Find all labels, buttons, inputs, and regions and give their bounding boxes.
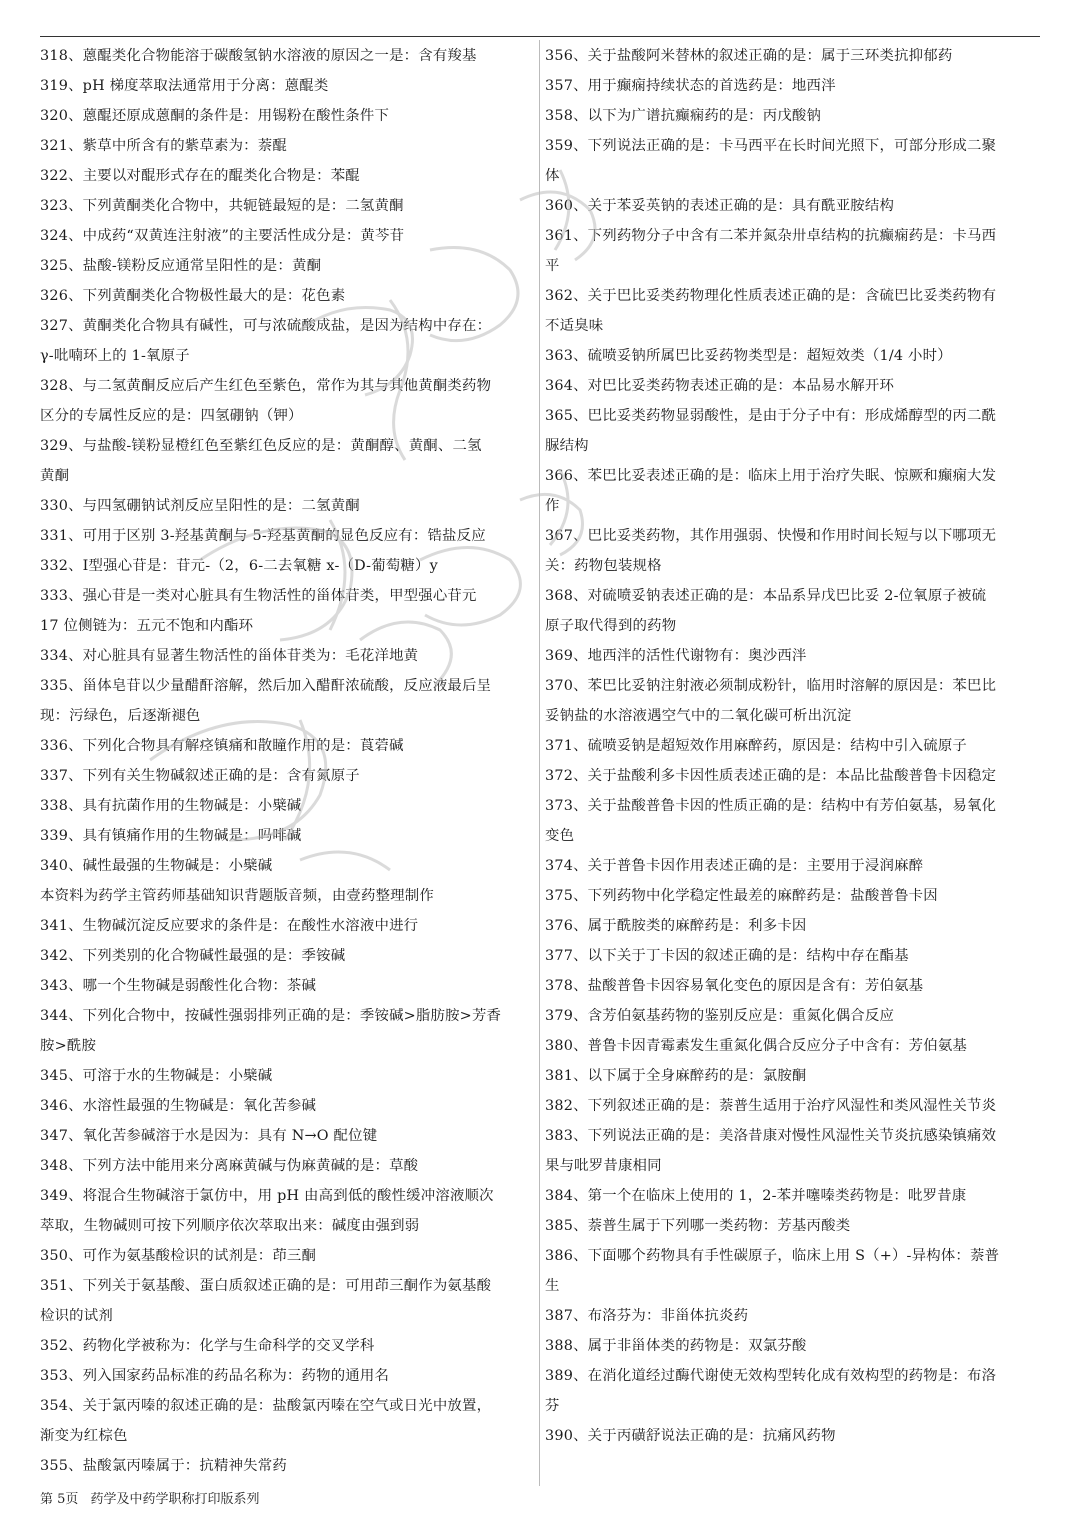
- left-column-line: 338、具有抗菌作用的生物碱是：小檗碱: [40, 798, 302, 814]
- right-column-line: 356、关于盐酸阿米替林的叙述正确的是：属于三环类抗抑郁药: [545, 48, 953, 64]
- right-column-line: 381、以下属于全身麻醉药的是：氯胺酮: [545, 1068, 807, 1084]
- left-column-line: 328、与二氢黄酮反应后产生红色至紫色，常作为其与其他黄酮类药物: [40, 378, 492, 394]
- right-column-line: 376、属于酰胺类的麻醉药是：利多卡因: [545, 918, 807, 934]
- right-column-line: 383、下列说法正确的是：美洛昔康对慢性风湿性关节炎抗感染镇痛效: [545, 1128, 997, 1144]
- right-column-line: 369、地西泮的活性代谢物有：奥沙西泮: [545, 648, 807, 664]
- left-column-line: 343、哪一个生物碱是弱酸性化合物：茶碱: [40, 978, 317, 994]
- right-column-line: 387、布洛芬为：非甾体抗炎药: [545, 1308, 749, 1324]
- left-column-line: 340、碱性最强的生物碱是：小檗碱: [40, 858, 273, 874]
- right-column-line: 385、萘普生属于下列哪一类药物：芳基丙酸类: [545, 1218, 851, 1234]
- right-column-line: 关：药物包装规格: [545, 558, 662, 574]
- left-column-line: 326、下列黄酮类化合物极性最大的是：花色素: [40, 288, 346, 304]
- right-column-line: 原子取代得到的药物: [545, 618, 677, 634]
- left-column-line: 351、下列关于氨基酸、蛋白质叙述正确的是：可用茚三酮作为氨基酸: [40, 1278, 492, 1294]
- right-column-line: 365、巴比妥类药物显弱酸性，是由于分子中有：形成烯醇型的丙二酰: [545, 408, 997, 424]
- left-column-line: 337、下列有关生物碱叙述正确的是：含有氮原子: [40, 768, 360, 784]
- left-column-line: 345、可溶于水的生物碱是：小檗碱: [40, 1068, 273, 1084]
- right-column-line: 变色: [545, 828, 575, 844]
- right-column-line: 386、下面哪个药物具有手性碳原子，临床上用 S（+）-异构体：萘普: [545, 1248, 1000, 1264]
- left-column-line: 354、关于氯丙嗪的叙述正确的是：盐酸氯丙嗪在空气或日光中放置，: [40, 1398, 492, 1414]
- left-column-line: 322、主要以对醌形式存在的醌类化合物是：苯醌: [40, 168, 360, 184]
- left-column-line: 331、可用于区别 3-羟基黄酮与 5-羟基黄酮的显色反应有：锆盐反应: [40, 528, 486, 544]
- left-column-line: 342、下列类别的化合物碱性最强的是：季铵碱: [40, 948, 346, 964]
- right-column-line: 368、对硫喷妥钠表述正确的是：本品系异戊巴比妥 2-位氧原子被硫: [545, 588, 987, 604]
- left-column-line: 318、蒽醌类化合物能溶于碳酸氢钠水溶液的原因之一是：含有羧基: [40, 48, 477, 64]
- right-column-line: 359、下列说法正确的是：卡马西平在长时间光照下，可部分形成二聚: [545, 138, 997, 154]
- left-column-line: 萃取，生物碱则可按下列顺序依次萃取出来：碱度由强到弱: [40, 1218, 420, 1234]
- series-title: 药学及中药学职称打印版系列: [90, 1492, 260, 1507]
- right-column-line: 平: [545, 258, 560, 274]
- left-column: [40, 41, 536, 1481]
- left-column-line: γ-吡喃环上的 1-氧原子: [40, 348, 190, 364]
- right-column-line: 366、苯巴比妥表述正确的是：临床上用于治疗失眠、惊厥和癫痫大发: [545, 468, 997, 484]
- right-column-line: 379、含芳伯氨基药物的鉴别反应是：重氮化偶合反应: [545, 1008, 895, 1024]
- left-column-line: 334、对心脏具有显著生物活性的甾体苷类为：毛花洋地黄: [40, 648, 419, 664]
- left-column-line: 324、中成药“双黄连注射液”的主要活性成分是：黄芩苷: [40, 228, 405, 244]
- left-column-line: 332、Ⅰ型强心苷是：苷元-（2，6-二去氧糖 x-（D-葡萄糖）y: [40, 558, 438, 574]
- right-column-line: 377、以下关于丁卡因的叙述正确的是：结构中存在酯基: [545, 948, 909, 964]
- right-column: [545, 41, 1041, 1451]
- right-column-line: 364、对巴比妥类药物表述正确的是：本品易水解开环: [545, 378, 895, 394]
- right-column-line: 373、关于盐酸普鲁卡因的性质正确的是：结构中有芳伯氨基，易氧化: [545, 798, 997, 814]
- left-column-line: 353、列入国家药品标准的药品名称为：药物的通用名: [40, 1368, 390, 1384]
- left-column-line: 346、水溶性最强的生物碱是：氧化苦参碱: [40, 1098, 317, 1114]
- left-column-line: 344、下列化合物中，按碱性强弱排列正确的是：季铵碱>脂肪胺>芳香: [40, 1008, 502, 1024]
- top-rule: [40, 36, 1040, 37]
- left-column-line: 348、下列方法中能用来分离麻黄碱与伪麻黄碱的是：草酸: [40, 1158, 419, 1174]
- left-column-line: 335、甾体皂苷以少量醋酐溶解，然后加入醋酐浓硫酸，反应液最后呈: [40, 678, 492, 694]
- right-column-line: 380、普鲁卡因青霉素发生重氮化偶合反应分子中含有：芳伯氨基: [545, 1038, 968, 1054]
- left-column-line: 327、黄酮类化合物具有碱性，可与浓硫酸成盐，是因为结构中存在：: [40, 318, 492, 334]
- left-column-line: 319、pH 梯度萃取法通常用于分离：蒽醌类: [40, 78, 329, 94]
- left-column-line: 现：污绿色，后逐渐褪色: [40, 708, 201, 724]
- right-column-line: 不适臭味: [545, 318, 604, 334]
- right-column-line: 370、苯巴比妥钠注射液必须制成粉针，临用时溶解的原因是：苯巴比: [545, 678, 997, 694]
- left-column-line: 渐变为红棕色: [40, 1428, 128, 1444]
- left-column-line: 323、下列黄酮类化合物中，共轭链最短的是：二氢黄酮: [40, 198, 404, 214]
- right-column-line: 360、关于苯妥英钠的表述正确的是：具有酰亚胺结构: [545, 198, 895, 214]
- left-column-line: 区分的专属性反应的是：四氢硼钠（钾）: [40, 408, 303, 424]
- left-column-line: 329、与盐酸-镁粉显橙红色至紫红色反应的是：黄酮醇、黄酮、二氢: [40, 438, 482, 454]
- left-column-line: 339、具有镇痛作用的生物碱是：吗啡碱: [40, 828, 302, 844]
- right-column-line: 363、硫喷妥钠所属巴比妥药物类型是：超短效类（1/4 小时）: [545, 348, 952, 364]
- right-column-line: 妥钠盐的水溶液遇空气中的二氧化碳可析出沉淀: [545, 708, 852, 724]
- left-column-line: 350、可作为氨基酸检识的试剂是：茚三酮: [40, 1248, 317, 1264]
- right-column-line: 372、关于盐酸利多卡因性质表述正确的是：本品比盐酸普鲁卡因稳定: [545, 768, 997, 784]
- right-column-line: 脲结构: [545, 438, 589, 454]
- left-column-line: 17 位侧链为：五元不饱和内酯环: [40, 618, 254, 634]
- right-column-line: 384、第一个在临床上使用的 1，2-苯并噻嗪类药物是：吡罗昔康: [545, 1188, 967, 1204]
- right-column-line: 362、关于巴比妥类药物理化性质表述正确的是：含硫巴比妥类药物有: [545, 288, 997, 304]
- left-column-line: 检识的试剂: [40, 1308, 113, 1324]
- right-column-line: 生: [545, 1278, 560, 1294]
- right-column-line: 390、关于丙磺舒说法正确的是：抗痛风药物: [545, 1428, 836, 1444]
- right-column-line: 378、盐酸普鲁卡因容易氧化变色的原因是含有：芳伯氨基: [545, 978, 924, 994]
- left-column-line: 320、蒽醌还原成蒽酮的条件是：用锡粉在酸性条件下: [40, 108, 390, 124]
- left-column-line: 330、与四氢硼钠试剂反应呈阳性的是：二氢黄酮: [40, 498, 360, 514]
- left-column-line: 352、药物化学被称为：化学与生命科学的交叉学科: [40, 1338, 375, 1354]
- right-column-line: 芬: [545, 1398, 560, 1414]
- left-column-line: 黄酮: [40, 468, 70, 484]
- left-column-line: 333、强心苷是一类对心脏具有生物活性的甾体苷类，甲型强心苷元: [40, 588, 477, 604]
- right-column-line: 357、用于癫痫持续状态的首选药是：地西泮: [545, 78, 836, 94]
- left-column-line: 336、下列化合物具有解痉镇痛和散瞳作用的是：莨菪碱: [40, 738, 404, 754]
- left-column-line: 341、生物碱沉淀反应要求的条件是：在酸性水溶液中进行: [40, 918, 419, 934]
- right-column-line: 358、以下为广谱抗癫痫药的是：丙戊酸钠: [545, 108, 822, 124]
- column-divider: [539, 40, 540, 1486]
- right-column-line: 374、关于普鲁卡因作用表述正确的是：主要用于浸润麻醉: [545, 858, 924, 874]
- left-column-line: 本资料为药学主管药师基础知识背题版音频，由壹药整理制作: [40, 888, 434, 904]
- right-column-line: 382、下列叙述正确的是：萘普生适用于治疗风湿性和类风湿性关节炎: [545, 1098, 997, 1114]
- right-column-line: 389、在消化道经过酶代谢使无效构型转化成有效构型的药物是：布洛: [545, 1368, 997, 1384]
- right-column-line: 371、硫喷妥钠是超短效作用麻醉药，原因是：结构中引入硫原子: [545, 738, 968, 754]
- page-footer: [40, 1488, 260, 1512]
- right-column-line: 361、下列药物分子中含有二苯并氮杂卅卓结构的抗癫痫药是：卡马西: [545, 228, 997, 244]
- left-column-line: 355、盐酸氯丙嗪属于：抗精神失常药: [40, 1458, 287, 1474]
- right-column-line: 388、属于非甾体类的药物是：双氯芬酸: [545, 1338, 807, 1354]
- left-column-line: 325、盐酸-镁粉反应通常呈阳性的是：黄酮: [40, 258, 322, 274]
- left-column-line: 321、紫草中所含有的紫草素为：萘醌: [40, 138, 287, 154]
- left-column-line: 347、氧化苦参碱溶于水是因为：具有 N→O 配位键: [40, 1128, 378, 1144]
- right-column-line: 367、巴比妥类药物，其作用强弱、快慢和作用时间长短与以下哪项无: [545, 528, 997, 544]
- page-number: 第 5页: [40, 1492, 79, 1507]
- right-column-line: 作: [545, 498, 560, 514]
- right-column-line: 375、下列药物中化学稳定性最差的麻醉药是：盐酸普鲁卡因: [545, 888, 938, 904]
- right-column-line: 体: [545, 168, 560, 184]
- left-column-line: 胺>酰胺: [40, 1038, 97, 1054]
- right-column-line: 果与吡罗昔康相同: [545, 1158, 662, 1174]
- left-column-line: 349、将混合生物碱溶于氯仿中，用 pH 由高到低的酸性缓冲溶液顺次: [40, 1188, 494, 1204]
